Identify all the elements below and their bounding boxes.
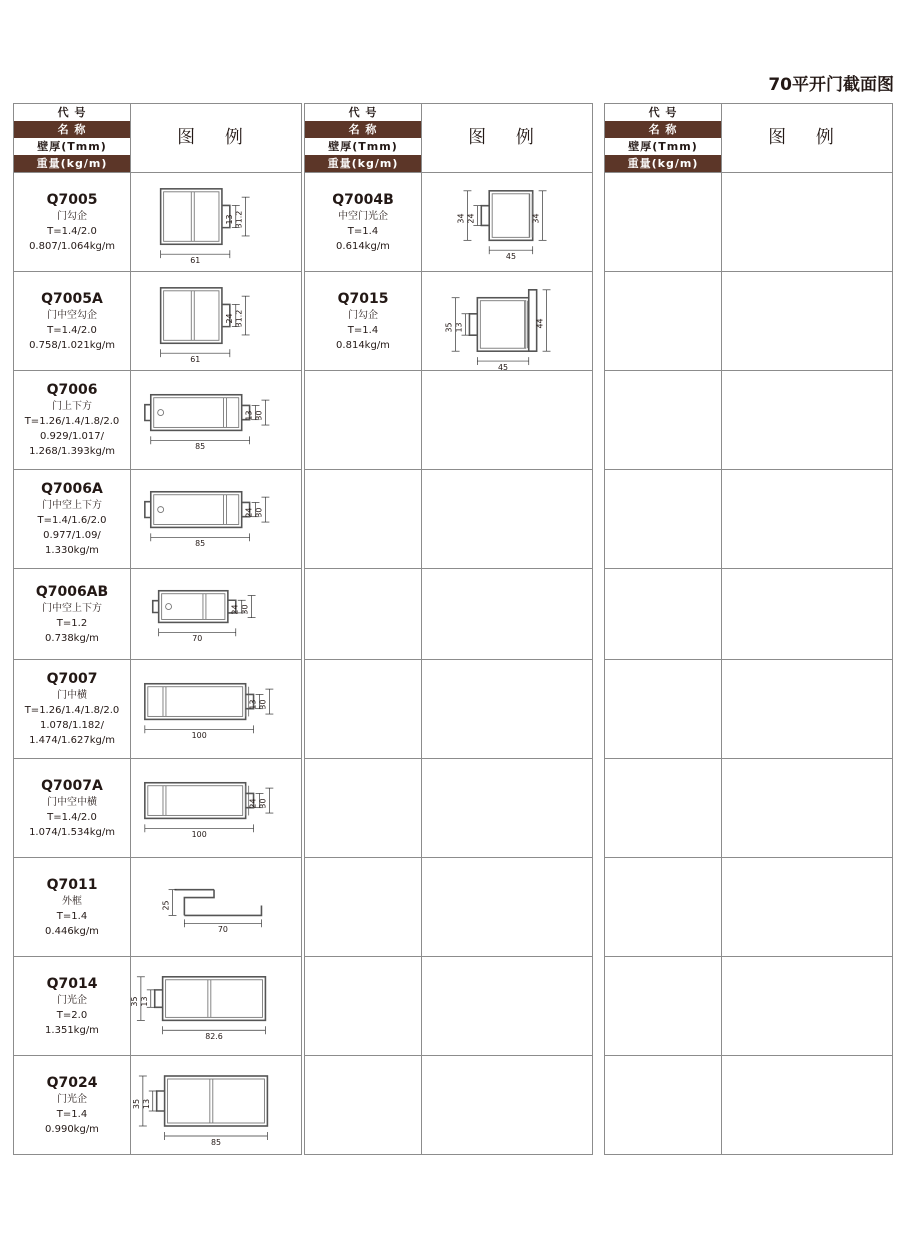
profile-section-drawing: [131, 957, 301, 1055]
profile-spec: T=1.4/2.0: [47, 811, 97, 823]
profile-info-cell: [14, 660, 131, 758]
profile-section-drawing: [422, 272, 592, 373]
table-row: [305, 569, 592, 660]
profile-figure-cell: [422, 272, 592, 373]
profile-spec: T=1.4/2.0: [47, 225, 97, 237]
profile-figure-cell: [131, 371, 301, 469]
profile-spec: T=1.26/1.4/1.8/2.0: [24, 416, 120, 427]
table-row: [14, 272, 301, 371]
profile-name: 门上下方: [52, 401, 92, 412]
header-thickness-label: 壁厚(Tmm): [14, 138, 130, 155]
width-dimension: 100: [191, 830, 207, 840]
profile-figure-cell: [422, 957, 592, 1055]
profile-spec: T=2.0: [56, 1009, 88, 1021]
table-row: [605, 173, 892, 272]
profile-name: 门中空上下方: [42, 500, 102, 511]
profile-code: Q7006A: [41, 481, 103, 497]
profile-info-cell: [605, 470, 722, 568]
profile-figure-cell: [722, 371, 892, 469]
height-dimension: 13: [139, 996, 149, 1007]
profile-section-drawing: [131, 858, 301, 956]
page-title: 70平开门截面图: [768, 75, 894, 95]
width-dimension: 85: [195, 442, 206, 452]
profile-spec: 0.990kg/m: [45, 1124, 99, 1135]
table-row: [605, 759, 892, 858]
profile-section-drawing: [131, 759, 301, 857]
table-header: [605, 104, 892, 173]
profile-code: Q7005: [46, 191, 98, 208]
profile-spec: 1.268/1.393kg/m: [29, 446, 115, 457]
width-dimension: 45: [498, 362, 509, 373]
height-dimension: 34: [456, 213, 466, 224]
profile-spec: T=1.4: [347, 324, 379, 336]
table-row: [14, 858, 301, 957]
profile-info-cell: [305, 470, 422, 568]
profile-section-drawing: [131, 470, 301, 568]
height-dimension: 24: [244, 507, 254, 518]
profile-section-drawing: [131, 1056, 301, 1155]
section-table-1: [13, 103, 302, 1155]
profile-spec: 1.074/1.534kg/m: [29, 826, 115, 838]
height-dimension: 44: [535, 318, 545, 329]
profile-name: 门光企: [57, 1094, 87, 1105]
width-dimension: 85: [210, 1137, 222, 1148]
profile-figure-cell: [722, 858, 892, 956]
profile-info-cell: [605, 1056, 722, 1155]
table-row: [605, 660, 892, 759]
profile-spec: T=1.4: [56, 910, 88, 922]
table-header: [14, 104, 301, 173]
profile-spec: T=1.4: [56, 1109, 88, 1120]
profile-info-cell: [605, 759, 722, 857]
table-row: [14, 957, 301, 1056]
profile-name: 门勾企: [348, 309, 378, 321]
profile-name: 外框: [62, 895, 82, 907]
table-row: [605, 272, 892, 371]
profile-info-cell: [14, 569, 131, 659]
height-dimension: 13: [244, 410, 254, 421]
height-dimension: 24: [248, 798, 258, 809]
height-dimension: 13: [454, 322, 464, 333]
table-row: [605, 1056, 892, 1155]
height-dimension: 30: [254, 507, 264, 518]
table-header: [305, 104, 592, 173]
profile-info-cell: [14, 470, 131, 568]
profile-code: Q7014: [46, 975, 98, 992]
table-row: [14, 1056, 301, 1155]
profile-name: 门光企: [57, 994, 87, 1006]
height-dimension: 35: [129, 996, 139, 1007]
profile-code: Q7011: [46, 876, 98, 893]
table-row: [305, 272, 592, 371]
profile-figure-cell: [722, 470, 892, 568]
header-weight-label: 重量(kg/m): [14, 155, 130, 172]
table-row: [305, 759, 592, 858]
profile-spec: T=1.4: [347, 225, 379, 237]
table-row: [605, 371, 892, 470]
profile-figure-cell: [722, 569, 892, 659]
profile-code: Q7006AB: [35, 583, 109, 600]
header-label-stack: [605, 104, 722, 172]
table-row: [305, 858, 592, 957]
header-thickness-label: 壁厚(Tmm): [305, 138, 421, 155]
table-row: [305, 371, 592, 470]
profile-code: Q7006: [46, 382, 98, 398]
profile-figure-cell: [131, 569, 301, 659]
profile-code: Q7007: [46, 671, 98, 687]
height-dimension: 24: [224, 313, 234, 324]
profile-code: Q7004B: [332, 191, 394, 208]
height-dimension: 30: [254, 410, 264, 421]
table-row: [305, 470, 592, 569]
profile-figure-cell: [422, 1056, 592, 1155]
profile-info-cell: [305, 569, 422, 659]
header-name-label: 名 称: [14, 121, 130, 138]
header-figure-label: 图 例: [177, 127, 255, 148]
table-row: [14, 470, 301, 569]
profile-info-cell: [14, 858, 131, 956]
profile-spec: 0.814kg/m: [336, 339, 390, 351]
width-dimension: 100: [191, 731, 207, 741]
height-dimension: 35: [131, 1098, 141, 1110]
width-dimension: 70: [217, 925, 228, 935]
width-dimension: 70: [192, 634, 203, 644]
profile-name: 中空门光企: [338, 210, 388, 222]
profile-spec: 0.738kg/m: [45, 632, 99, 644]
height-dimension: 24: [230, 604, 240, 615]
width-dimension: 45: [505, 252, 516, 262]
profile-name: 门中横: [57, 690, 87, 701]
table-row: [605, 470, 892, 569]
profile-section-drawing: [422, 173, 592, 271]
height-dimension: 31.2: [234, 210, 244, 229]
header-label-stack: [305, 104, 422, 172]
table-row: [14, 173, 301, 272]
profile-info-cell: [14, 1056, 131, 1155]
profile-code: Q7015: [337, 290, 389, 307]
profile-spec: 0.614kg/m: [336, 240, 390, 252]
profile-info-cell: [305, 858, 422, 956]
profile-figure-cell: [722, 660, 892, 758]
header-code-label: 代 号: [305, 104, 421, 121]
header-thickness-label: 壁厚(Tmm): [605, 138, 721, 155]
profile-figure-cell: [422, 759, 592, 857]
profile-section-drawing: [131, 272, 301, 370]
height-dimension: 25: [161, 900, 171, 911]
profile-spec: 1.474/1.627kg/m: [29, 735, 115, 746]
profile-section-drawing: [131, 660, 301, 758]
profile-info-cell: [605, 173, 722, 271]
profile-spec: T=1.4/2.0: [47, 324, 97, 336]
profile-info-cell: [14, 272, 131, 370]
profile-figure-cell: [422, 858, 592, 956]
profile-figure-cell: [422, 173, 592, 271]
profile-info-cell: [14, 759, 131, 857]
profile-figure-cell: [131, 660, 301, 758]
height-dimension: 13: [141, 1098, 151, 1110]
profile-figure-cell: [422, 470, 592, 568]
profile-figure-cell: [722, 759, 892, 857]
profile-figure-cell: [131, 759, 301, 857]
profile-figure-cell: [722, 957, 892, 1055]
table-row: [305, 660, 592, 759]
profile-figure-cell: [422, 569, 592, 659]
profile-figure-cell: [722, 272, 892, 370]
table-row: [605, 858, 892, 957]
profile-figure-cell: [422, 660, 592, 758]
header-name-label: 名 称: [305, 121, 421, 138]
table-row: [305, 1056, 592, 1155]
profile-name: 门勾企: [57, 210, 87, 222]
profile-info-cell: [305, 371, 422, 469]
header-code-label: 代 号: [605, 104, 721, 121]
width-dimension: 61: [190, 256, 201, 266]
table-row: [14, 371, 301, 470]
table-row: [14, 759, 301, 858]
profile-spec: 0.977/1.09/: [43, 530, 101, 541]
height-dimension: 13: [224, 214, 234, 225]
table-row: [305, 173, 592, 272]
height-dimension: 24: [466, 213, 476, 224]
table-row: [305, 957, 592, 1056]
header-weight-label: 重量(kg/m): [605, 155, 721, 172]
table-row: [605, 569, 892, 660]
profile-code: Q7005A: [41, 290, 103, 307]
profile-name: 门中空勾企: [47, 309, 97, 321]
profile-info-cell: [305, 272, 422, 370]
profile-info-cell: [605, 660, 722, 758]
header-code-label: 代 号: [14, 104, 130, 121]
profile-figure-cell: [422, 371, 592, 469]
profile-info-cell: [305, 173, 422, 271]
profile-spec: 1.351kg/m: [45, 1024, 99, 1036]
profile-spec: 0.758/1.021kg/m: [29, 339, 115, 351]
profile-info-cell: [305, 660, 422, 758]
profile-figure-cell: [131, 470, 301, 568]
profile-spec: 0.807/1.064kg/m: [29, 240, 115, 252]
profile-section-drawing: [131, 371, 301, 469]
profile-info-cell: [605, 272, 722, 370]
width-dimension: 61: [190, 355, 201, 365]
profile-spec: T=1.4/1.6/2.0: [37, 515, 107, 526]
profile-figure-cell: [131, 173, 301, 271]
profile-name: 门中空上下方: [42, 602, 102, 614]
header-weight-label: 重量(kg/m): [305, 155, 421, 172]
section-table-3: [604, 103, 893, 1155]
width-dimension: 85: [195, 539, 206, 549]
profile-info-cell: [14, 371, 131, 469]
height-dimension: 31.2: [234, 309, 244, 328]
height-dimension: 30: [258, 798, 268, 809]
profile-section-drawing: [131, 569, 301, 659]
profile-spec: 0.929/1.017/: [40, 431, 104, 442]
profile-spec: 1.330kg/m: [45, 545, 99, 556]
profile-info-cell: [605, 569, 722, 659]
profile-spec: 1.078/1.182/: [40, 720, 104, 731]
profile-figure-cell: [131, 957, 301, 1055]
height-dimension: 30: [258, 699, 268, 710]
profile-name: 门中空中横: [47, 796, 97, 808]
height-dimension: 13: [248, 699, 258, 710]
profile-figure-cell: [131, 858, 301, 956]
profile-section-drawing: [131, 173, 301, 271]
profile-figure-cell: [131, 272, 301, 370]
profile-info-cell: [305, 1056, 422, 1155]
profile-figure-cell: [722, 173, 892, 271]
table-row: [14, 569, 301, 660]
table-row: [605, 957, 892, 1056]
profile-info-cell: [14, 173, 131, 271]
header-label-stack: [14, 104, 131, 172]
profile-code: Q7007A: [41, 777, 103, 794]
profile-info-cell: [605, 858, 722, 956]
header-figure-label: 图 例: [768, 127, 846, 148]
profile-info-cell: [305, 759, 422, 857]
profile-code: Q7024: [46, 1075, 98, 1091]
profile-info-cell: [305, 957, 422, 1055]
width-dimension: 82.6: [205, 1032, 223, 1042]
profile-spec: T=1.2: [56, 617, 88, 629]
profile-spec: T=1.26/1.4/1.8/2.0: [24, 705, 120, 716]
profile-info-cell: [605, 371, 722, 469]
profile-figure-cell: [722, 1056, 892, 1155]
height-dimension: 35: [444, 322, 454, 333]
section-table-2: [304, 103, 593, 1155]
profile-info-cell: [14, 957, 131, 1055]
profile-info-cell: [605, 957, 722, 1055]
profile-figure-cell: [131, 1056, 301, 1155]
header-figure-label: 图 例: [468, 127, 546, 148]
table-row: [14, 660, 301, 759]
profile-spec: 0.446kg/m: [45, 925, 99, 937]
height-dimension: 30: [240, 604, 250, 615]
height-dimension: 34: [531, 213, 541, 224]
header-name-label: 名 称: [605, 121, 721, 138]
